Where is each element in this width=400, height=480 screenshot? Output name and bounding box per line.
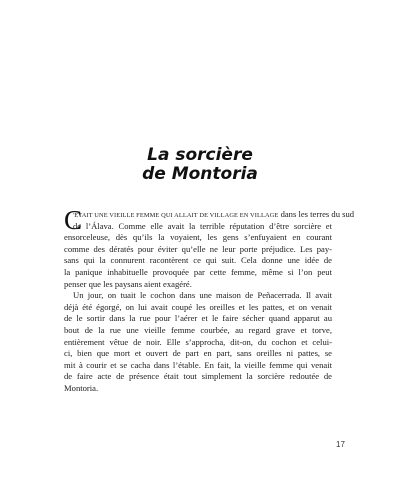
paragraph-2-line-7: mit à courir et se cacha dans l’étable. En fait, la vieille femme qui venait xyxy=(64,359,332,370)
paragraph-1-line-1-rest: dans les terres du sud xyxy=(278,209,355,219)
chapter-title-line-2: de Montoria xyxy=(142,164,258,184)
paragraph-2-line-2: déjà été égorgé, on lui avait coupé les oreilles et les pattes, et on venait xyxy=(64,301,332,312)
chapter-title-line-1: La sorcière xyxy=(147,145,253,165)
chapter-title xyxy=(0,146,400,184)
paragraph-1-line-1 xyxy=(64,209,355,221)
paragraph-1-line-6: la panique inhabituelle provoquée par cette femme, même si l’on peut xyxy=(64,266,332,277)
paragraph-2-line-1: Un jour, on tuait le cochon dans une maison de Peñacerrada. Il avait xyxy=(73,290,332,301)
paragraph-1-line-4: comme des dératés pour éviter qu’elle ne leur porte préjudice. Les pay- xyxy=(64,243,332,254)
drop-cap: C xyxy=(64,205,83,235)
paragraph-1-line-3: ensorceleuse, dès qu’ils la voyaient, les gens s’enfuyaient en courant xyxy=(64,232,332,243)
opening-smallcaps: 'ÉTAIT UNE VIEILLE FEMME QUI ALLAIT DE VILLAGE EN VILLAGE xyxy=(73,212,279,219)
paragraph-2 xyxy=(64,290,332,394)
paragraph-2-line-9: Montoria. xyxy=(64,382,99,393)
paragraph-1-line-5: sans qui la connurent racontèrent ce qui suit. Cela donne une idée de xyxy=(64,255,332,266)
page-number: 17 xyxy=(336,440,345,449)
paragraph-2-line-4: bout de la rue une vieille femme courbée, au regard grave et torve, xyxy=(64,324,332,335)
chapter-body xyxy=(64,205,355,395)
paragraph-2-line-6: ci, bien que mort et ouvert de part en part, sans oreilles ni pattes, se xyxy=(64,348,332,359)
paragraph-1 xyxy=(64,205,355,290)
paragraph-2-line-3: de le sortir dans la rue pour l’aérer et le faire sécher quand apparut au xyxy=(64,313,332,324)
paragraph-1-line-7: penser que les paysans aient exagéré. xyxy=(64,278,192,289)
paragraph-2-line-8: de faire acte de présence était tout simplement la sorcière redoutée de xyxy=(64,371,332,382)
paragraph-1-line-2: de l’Álava. Comme elle avait la terrible réputation d’être sorcière et xyxy=(73,220,332,231)
paragraph-2-line-5: entièrement vêtue de noir. Elle s’approcha, dit-on, du cochon et celui- xyxy=(64,336,332,347)
